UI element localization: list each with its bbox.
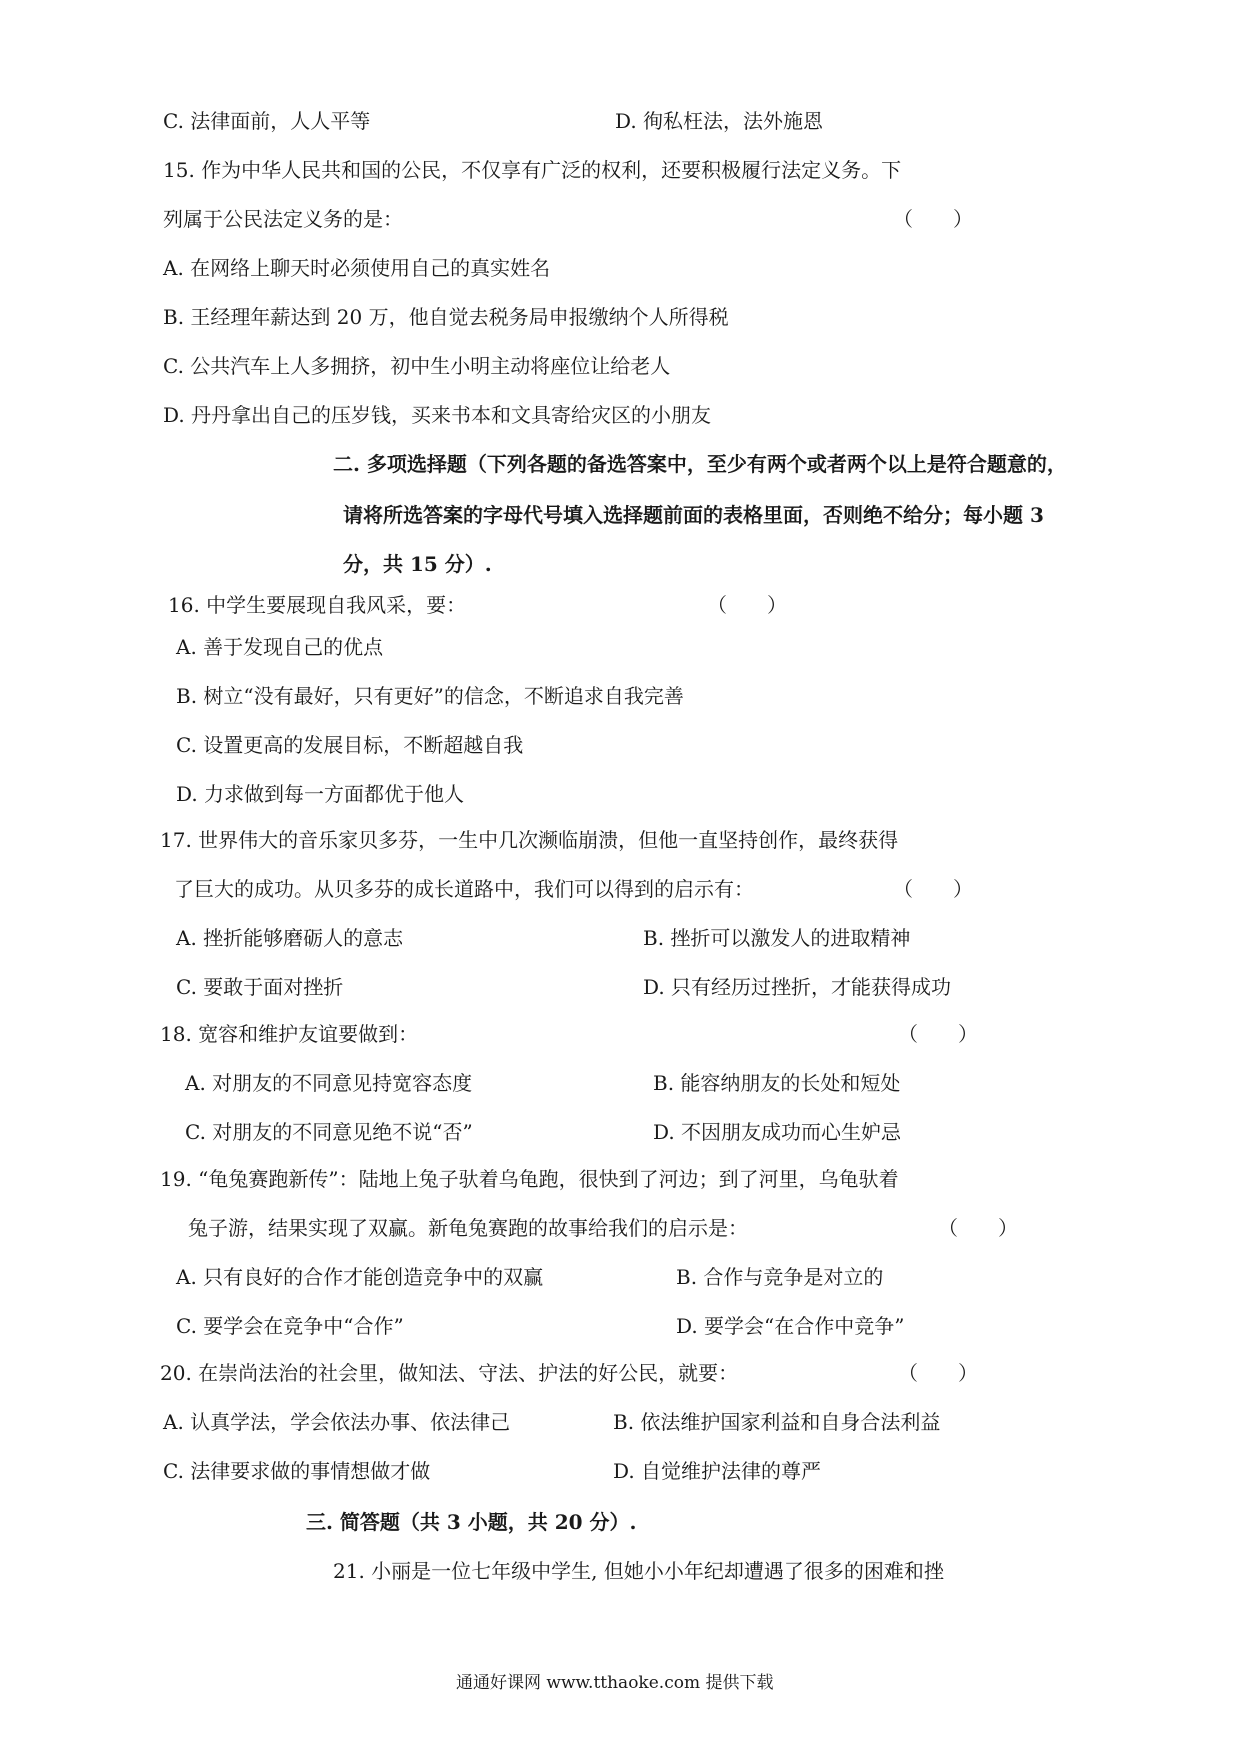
q17-answer-paren: （ ） <box>893 877 973 901</box>
q17-option-b: B. 挫折可以激发人的进取精神 <box>643 926 911 950</box>
q20-option-c: C. 法律要求做的事情想做才做 <box>163 1459 431 1483</box>
q19-option-b: B. 合作与竞争是对立的 <box>676 1265 884 1289</box>
q14-option-c: C. 法律面前，人人平等 <box>163 109 371 133</box>
q15-option-b: B. 王经理年薪达到 20 万，他自觉去税务局申报缴纳个人所得税 <box>163 305 729 329</box>
q19-option-d: D. 要学会“在合作中竞争” <box>676 1314 905 1338</box>
q18-stem: 18. 宽容和维护友谊要做到： <box>160 1022 419 1046</box>
q18-option-c: C. 对朋友的不同意见绝不说“否” <box>185 1120 473 1144</box>
q15-stem-line-2: 列属于公民法定义务的是： <box>163 207 403 231</box>
q19-option-a: A. 只有良好的合作才能创造竞争中的双赢 <box>176 1265 544 1289</box>
q19-stem-line-1: 19. “龟兔赛跑新传”：陆地上兔子驮着乌龟跑，很快到了河边；到了河里，乌龟驮着 <box>160 1167 899 1191</box>
q20-stem: 20. 在崇尚法治的社会里，做知法、守法、护法的好公民，就要： <box>160 1361 739 1385</box>
q17-option-d: D. 只有经历过挫折，才能获得成功 <box>643 975 952 999</box>
q16-option-b: B. 树立“没有最好，只有更好”的信念，不断追求自我完善 <box>176 684 684 708</box>
q15-option-c: C. 公共汽车上人多拥挤，初中生小明主动将座位让给老人 <box>163 354 671 378</box>
q19-stem-line-2: 兔子游，结果实现了双赢。新龟兔赛跑的故事给我们的启示是： <box>188 1216 748 1240</box>
section3-heading: 三. 简答题（共 3 小题，共 20 分）. <box>306 1510 637 1534</box>
q16-stem: 16. 中学生要展现自我风采，要： <box>168 593 467 617</box>
q16-answer-paren: （ ） <box>707 593 787 617</box>
q14-option-d: D. 徇私枉法，法外施恩 <box>615 109 824 133</box>
q17-stem-line-2: 了巨大的成功。从贝多芬的成长道路中，我们可以得到的启示有： <box>174 877 754 901</box>
q15-stem-line-1: 15. 作为中华人民共和国的公民，不仅享有广泛的权利，还要积极履行法定义务。下 <box>163 158 902 182</box>
q17-option-c: C. 要敢于面对挫折 <box>176 975 344 999</box>
q17-stem-line-1: 17. 世界伟大的音乐家贝多芬，一生中几次濒临崩溃，但他一直坚持创作，最终获得 <box>160 828 899 852</box>
q18-option-b: B. 能容纳朋友的长处和短处 <box>653 1071 901 1095</box>
q16-option-c: C. 设置更高的发展目标，不断超越自我 <box>176 733 524 757</box>
q17-option-a: A. 挫折能够磨砺人的意志 <box>176 926 404 950</box>
q20-answer-paren: （ ） <box>898 1361 978 1385</box>
q19-answer-paren: （ ） <box>938 1216 1018 1240</box>
section2-heading-line-2: 请将所选答案的字母代号填入选择题前面的表格里面，否则绝不给分；每小题 3 <box>343 503 1044 527</box>
q18-answer-paren: （ ） <box>898 1022 978 1046</box>
q16-option-a: A. 善于发现自己的优点 <box>176 635 384 659</box>
q21-stem-line-1: 21. 小丽是一位七年级中学生, 但她小小年纪却遭遇了很多的困难和挫 <box>333 1559 944 1583</box>
q15-option-a: A. 在网络上聊天时必须使用自己的真实姓名 <box>163 256 551 280</box>
q15-option-d: D. 丹丹拿出自己的压岁钱，买来书本和文具寄给灾区的小朋友 <box>163 403 712 427</box>
page-footer: 通通好课网 www.tthaoke.com 提供下载 <box>456 1673 774 1693</box>
q20-option-a: A. 认真学法，学会依法办事、依法律己 <box>163 1410 511 1434</box>
section2-heading-line-1: 二. 多项选择题（下列各题的备选答案中，至少有两个或者两个以上是符合题意的， <box>333 452 1067 476</box>
q19-option-c: C. 要学会在竞争中“合作” <box>176 1314 404 1338</box>
q16-option-d: D. 力求做到每一方面都优于他人 <box>176 782 465 806</box>
q20-option-d: D. 自觉维护法律的尊严 <box>613 1459 822 1483</box>
q15-answer-paren: （ ） <box>893 207 973 231</box>
q18-option-d: D. 不因朋友成功而心生妒忌 <box>653 1120 902 1144</box>
q18-option-a: A. 对朋友的不同意见持宽容态度 <box>185 1071 473 1095</box>
q20-option-b: B. 依法维护国家利益和自身合法利益 <box>613 1410 941 1434</box>
section2-heading-line-3: 分，共 15 分）. <box>343 552 492 576</box>
